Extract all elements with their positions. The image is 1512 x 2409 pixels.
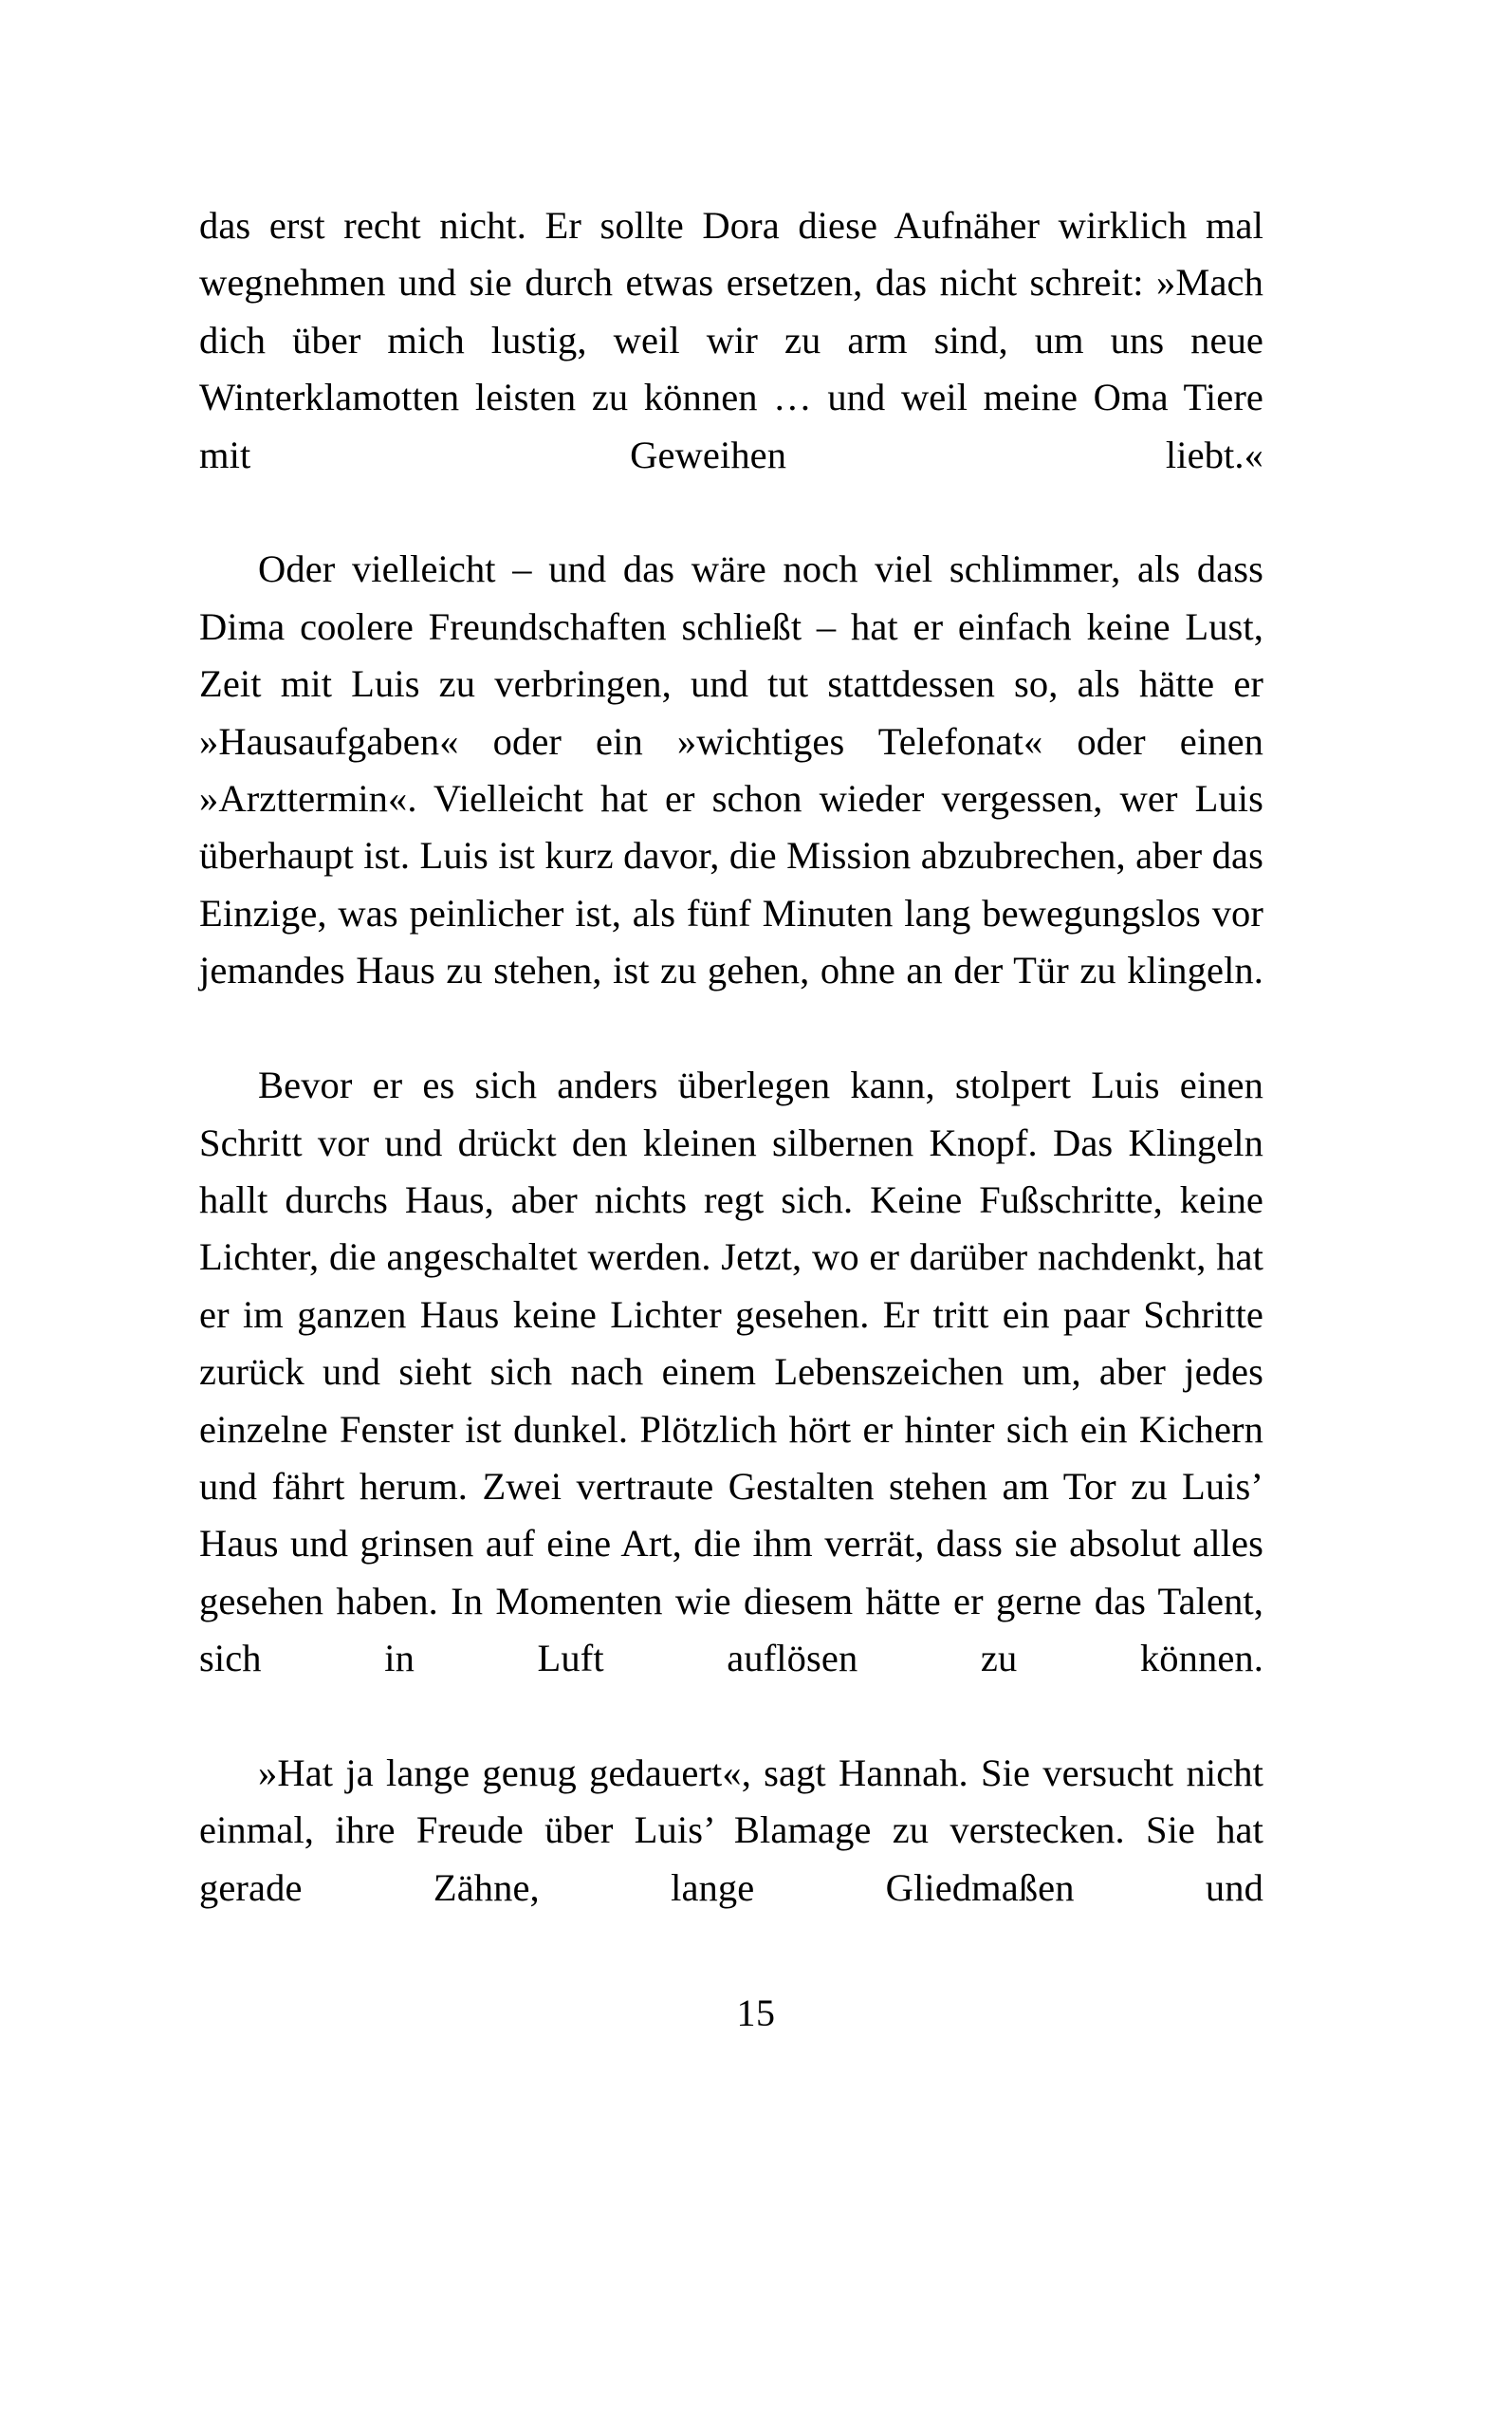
paragraph-4: »Hat ja lange genug gedauert«, sagt Hannah. Sie versucht nicht einmal, ihre Freude über Luis’ Blamage zu verstecken. Sie hat gerade Zähne, lange Gliedmaßen und <box>199 1751 1263 1909</box>
paragraph-3: Bevor er es sich anders überlegen kann, stolpert Luis einen Schritt vor und drückt den kleinen silbernen Knopf. Das Klingeln hallt durchs Haus, aber nichts regt sich. Keine Fußschritte, keine Lichter, die angeschaltet werden. Jetzt, wo er darüber nachdenkt, hat er im ganzen Haus keine Lichter gesehen. Er tritt ein paar Schritte zurück und sieht sich nach einem Lebenszeichen um, aber jedes einzelne Fenster ist dunkel. Plötzlich hört er hinter sich ein Kichern und fährt herum. Zwei vertraute Gestalten stehen am Tor zu Luis’ Haus und grinsen auf eine Art, die ihm verrät, dass sie absolut alles gesehen haben. In Momenten wie diesem hätte er gerne das Talent, sich in Luft auflösen zu können. <box>199 1064 1263 1680</box>
page-number: 15 <box>736 1992 776 2034</box>
page-text-block <box>199 197 1263 1974</box>
paragraph-2: Oder vielleicht – und das wäre noch viel schlimmer, als dass Dima coolere Freundschaften schließt – hat er einfach keine Lust, Zeit mit Luis zu verbringen, und tut stattdessen so, als hätte er »Hausaufgaben« oder ein »wichtiges Telefonat« oder einen »Arzttermin«. Vielleicht hat er schon wieder vergessen, wer Luis überhaupt ist. Luis ist kurz davor, die Mission abzubrechen, aber das Einzige, was peinlicher ist, als fünf Minuten lang bewegungslos vor jemandes Haus zu stehen, ist zu gehen, ohne an der Tür zu klingeln. <box>199 547 1263 992</box>
paragraph-1: das erst recht nicht. Er sollte Dora diese Aufnäher wirklich mal wegnehmen und sie durch etwas ersetzen, das nicht schreit: »Mach dich über mich lustig, weil wir zu arm sind, um uns neue Winterklamotten leisten zu können … und weil meine Oma Tiere mit Geweihen liebt.« <box>199 204 1263 476</box>
